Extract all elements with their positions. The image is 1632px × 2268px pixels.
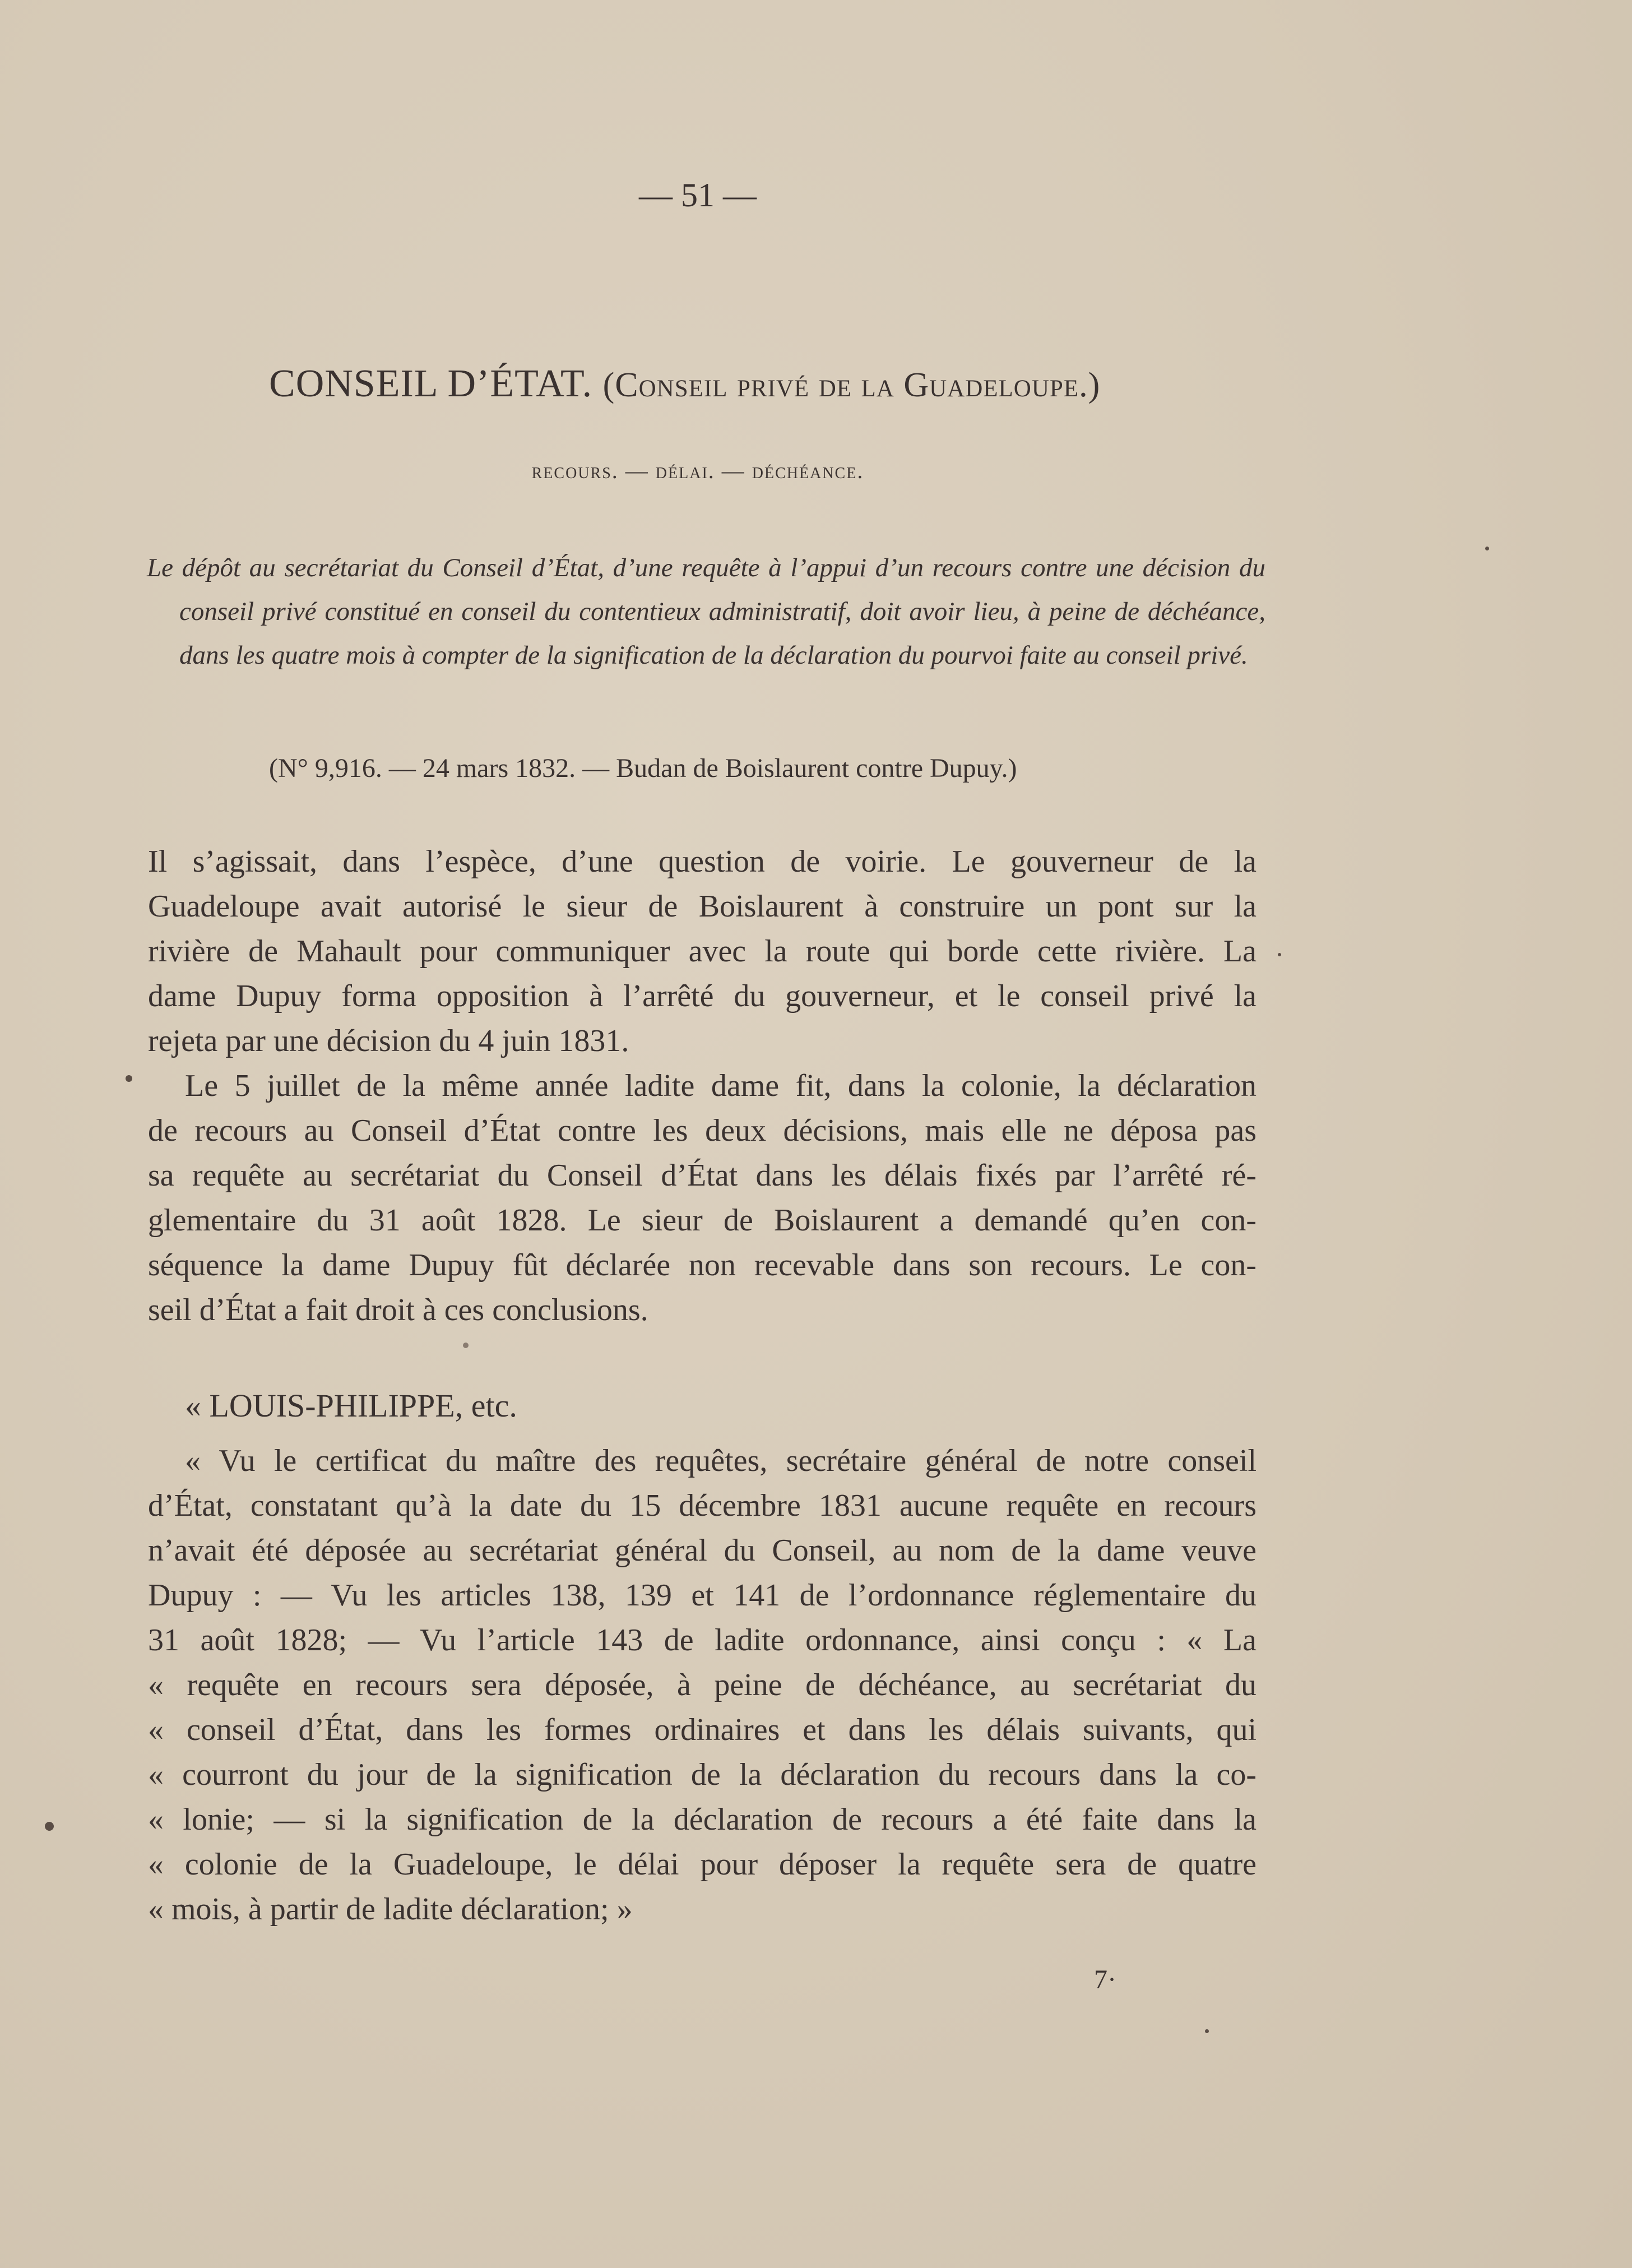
signature-mark: 7· [1094,1965,1116,1994]
ink-speck [1485,547,1489,550]
ordinance-line: 31 août 1828; — Vu l’article 143 de ladite ordonnance, ainsi conçu : « La [148,1623,1257,1658]
ordinance-line: « conseil d’État, dans les formes ordinaires et dans les délais suivants, qui [148,1712,1257,1747]
title-main: CONSEIL D’ÉTAT. [269,362,593,405]
ordinance-line: n’avait été déposée au secrétariat général du Conseil, au nom de la dame veuve [148,1533,1257,1568]
ordinance-line: Dupuy : — Vu les articles 138, 139 et 141 de l’ordonnance réglementaire du [148,1578,1257,1613]
narrative-line: Le 5 juillet de la même année ladite dame fit, dans la colonie, la déclaration [185,1068,1257,1103]
ordinance-line: « requête en recours sera déposée, à peine de déchéance, au secrétariat du [148,1668,1257,1702]
narrative-line: glementaire du 31 août 1828. Le sieur de Boislaurent a demandé qu’en con- [148,1203,1257,1238]
narrative-line: Il s’agissait, dans l’espèce, d’une question de voirie. Le gouverneur de la [148,844,1257,879]
ink-speck [463,1343,469,1348]
case-citation: (N° 9,916. — 24 mars 1832. — Budan de Boislaurent contre Dupuy.) [269,753,1017,783]
narrative-line: seil d’État a fait droit à ces conclusions. [148,1293,648,1327]
narrative-line: Guadeloupe avait autorisé le sieur de Boislaurent à construire un pont sur la [148,889,1257,924]
narrative-line: rejeta par une décision du 4 juin 1831. [148,1024,629,1058]
narrative-line: séquence la dame Dupuy fût déclarée non recevable dans son recours. Le con- [148,1248,1257,1283]
page-title [269,359,1100,410]
ink-speck [126,1075,132,1082]
title-sub: (Conseil privé de la Guadeloupe.) [602,366,1101,404]
ink-speck [1205,2029,1209,2033]
ink-speck [1278,953,1281,956]
summary-paragraph: Le dépôt au secrétariat du Conseil d’État, d’une requête à l’appui d’un recours contre une décision du conseil privé constitué en conseil du contentieux administratif, doit avoir lieu, à peine de déchéance, dans les quatre mois à compter de la signification de la déclaration du pourvoi faite au conseil privé. [147,553,1265,670]
keywords-line: recours. — délai. — déchéance. [531,458,864,483]
page-number: — 51 — [639,177,757,214]
narrative-line: de recours au Conseil d’État contre les deux décisions, mais elle ne déposa pas [148,1113,1257,1148]
narrative-line: sa requête au secrétariat du Conseil d’État dans les délais fixés par l’arrêté ré- [148,1158,1257,1193]
ink-speck [45,1822,54,1831]
ordinance-line: « Vu le certificat du maître des requêtes, secrétaire général de notre conseil [185,1443,1257,1478]
ordinance-heading: « LOUIS-PHILIPPE, etc. [185,1387,517,1424]
ordinance-line: « colonie de la Guadeloupe, le délai pour déposer la requête sera de quatre [148,1847,1257,1882]
ordinance-line: « courront du jour de la signification de la déclaration du recours dans la co- [148,1757,1257,1792]
ordinance-line: « mois, à partir de ladite déclaration; » [148,1892,633,1927]
narrative-line: rivière de Mahault pour communiquer avec la route qui borde cette rivière. La [148,934,1257,969]
ordinance-line: d’État, constatant qu’à la date du 15 décembre 1831 aucune requête en recours [148,1488,1257,1523]
narrative-line: dame Dupuy forma opposition à l’arrêté du gouverneur, et le conseil privé la [148,979,1257,1013]
ordinance-line: « lonie; — si la signification de la déclaration de recours a été faite dans la [148,1802,1257,1837]
